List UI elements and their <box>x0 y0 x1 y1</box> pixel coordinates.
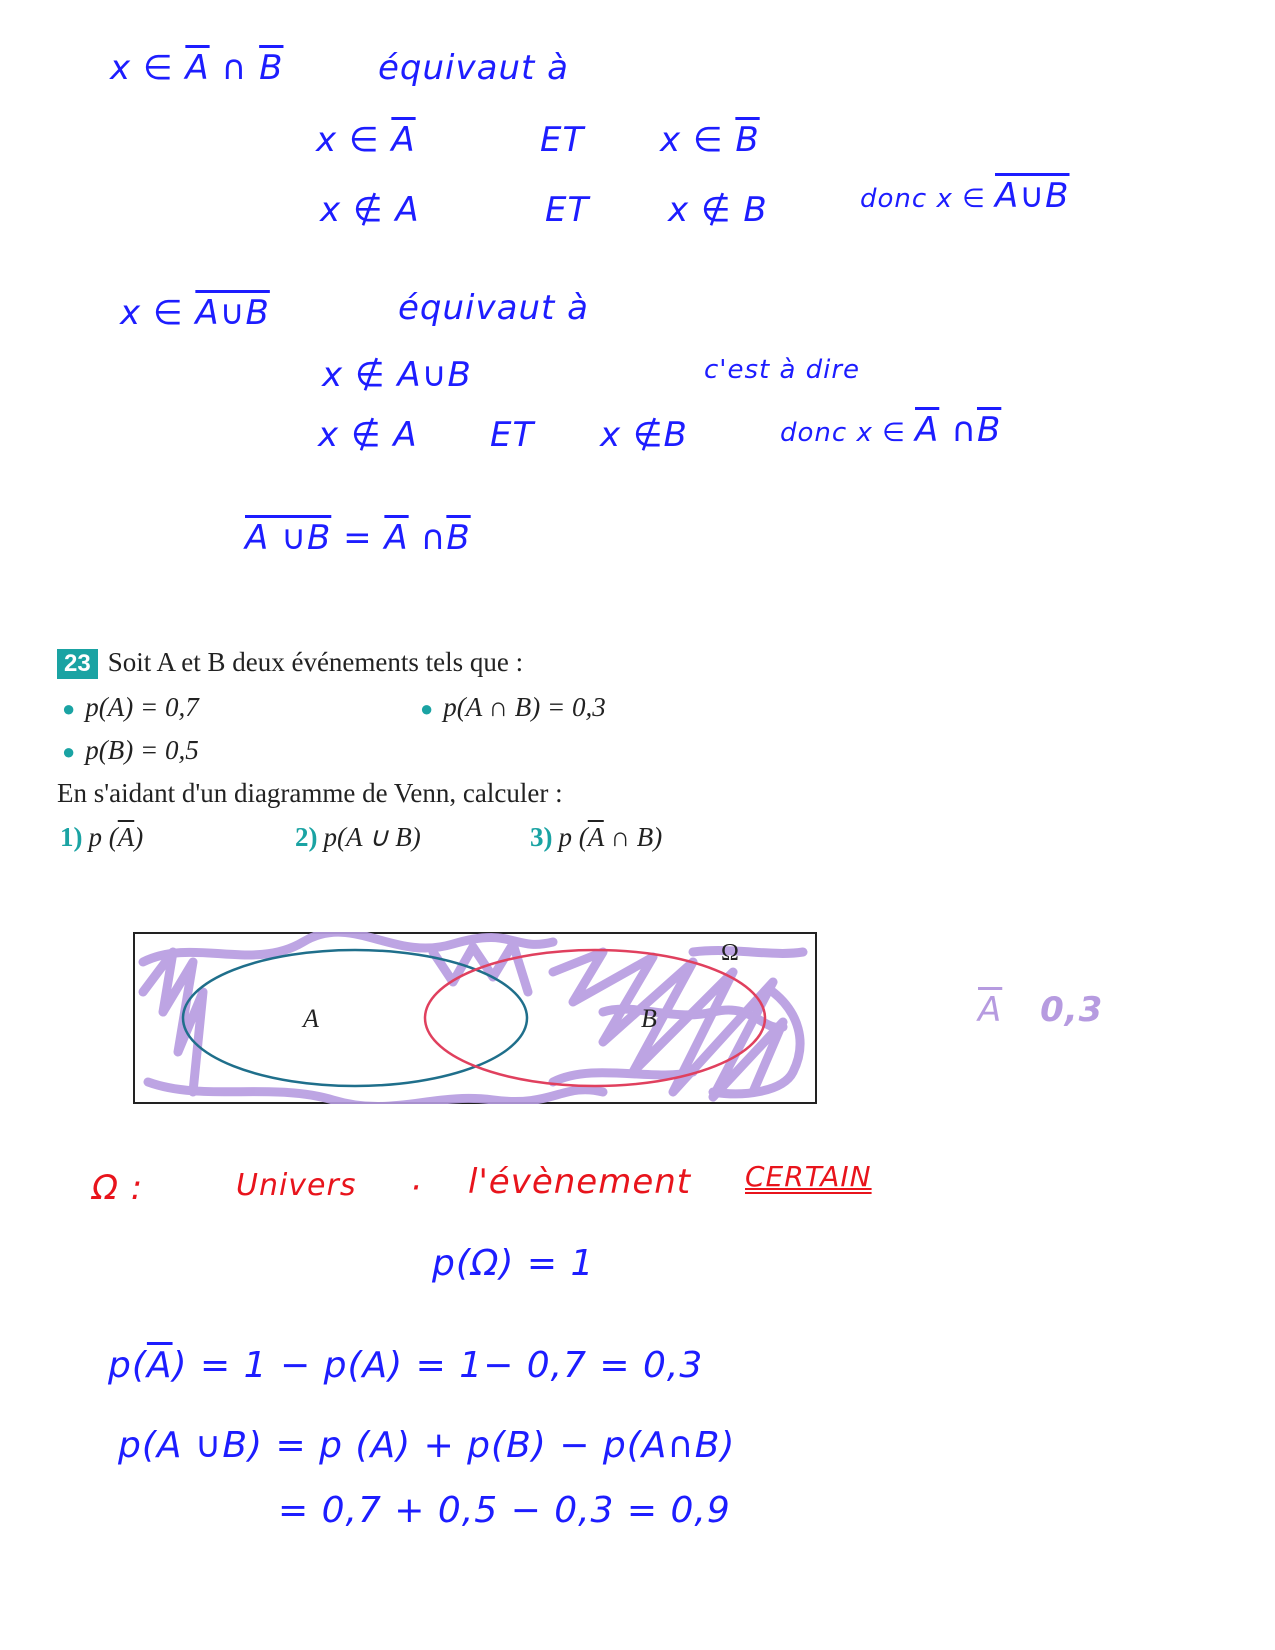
hw-block2-line3a: x ∉ A <box>318 415 418 455</box>
exercise-title <box>57 647 523 679</box>
hw-calc-line2: p(A ∪B) = p (A) + p(B) − p(A∩B) <box>118 1425 736 1466</box>
item-text: p(B) = 0,5 <box>85 735 199 765</box>
hw-text: donc x ∈ <box>780 418 916 448</box>
hw-complement-b: $\overline{B}$ <box>735 120 760 160</box>
question-text: ∩ B) <box>603 822 663 852</box>
hw-univers: Univers <box>236 1168 357 1203</box>
hw-complement-b: $\overline{B}$ <box>259 48 284 88</box>
hw-text: ∩ <box>939 410 977 450</box>
hw-complement-union: A∪B <box>195 293 270 333</box>
hw-complement-union: A ∪B <box>245 518 332 558</box>
hw-omega-sym: Ω : <box>92 1168 144 1208</box>
hw-text: p( <box>108 1345 147 1386</box>
exercise-instruction: En s'aidant d'un diagramme de Venn, calculer : <box>57 778 563 808</box>
hw-equivaut: équivaut à <box>378 48 569 88</box>
exercise-item-pa <box>62 692 199 723</box>
hw-block2-line3-donc <box>780 410 1001 450</box>
hw-complement-a: $\overline{A}$ <box>391 120 416 160</box>
hw-complement-a: $\overline{A}$ <box>915 410 940 450</box>
hw-block1-line2b <box>660 120 760 160</box>
question-number: 2) <box>295 822 318 852</box>
bullet-icon: ● <box>420 696 434 721</box>
abar-note <box>978 990 1103 1030</box>
hw-text: ) = 1 − p(A) = 1− 0,7 = 0,3 <box>172 1345 704 1386</box>
question-complement: $\overline{A}$ <box>587 822 604 852</box>
hw-text: donc x ∈ <box>860 184 996 214</box>
hw-dot: · <box>410 1168 422 1208</box>
bullet-icon: ● <box>62 739 76 764</box>
hw-complement-b: $\overline{B}$ <box>446 518 471 558</box>
hw-text: x ∈ <box>316 120 392 160</box>
hw-text: x ∈ <box>110 48 186 88</box>
hw-equivaut: équivaut à <box>398 288 589 328</box>
hw-complement-union: A∪B <box>995 176 1070 216</box>
abar-value: 0,3 <box>1040 990 1104 1030</box>
hw-complement-a: $\overline{A}$ <box>384 518 409 558</box>
hw-calc-line3: = 0,7 + 0,5 − 0,3 = 0,9 <box>278 1490 731 1531</box>
hw-block1-line3b: x ∉ B <box>668 190 768 230</box>
hw-complement-a: $\overline{A}$ <box>146 1345 173 1386</box>
hw-block2-line2a: x ∉ A∪B <box>322 355 472 395</box>
question-number: 3) <box>530 822 553 852</box>
venn-diagram <box>133 932 817 1104</box>
question-text: ) <box>134 822 144 852</box>
hw-block2-line3b: x ∉B <box>600 415 688 455</box>
question-2 <box>295 822 421 853</box>
hw-et: ET <box>545 190 590 230</box>
hw-p-omega: p(Ω) = 1 <box>432 1243 595 1284</box>
hw-text: ∩ <box>408 518 447 558</box>
hw-certain-word: CERTAIN <box>745 1160 872 1193</box>
exercise-item-pb <box>62 735 199 766</box>
hw-calc-line1 <box>108 1345 703 1386</box>
question-text: p(A ∪ B) <box>323 822 421 852</box>
set-a-label: A <box>303 1004 319 1033</box>
item-text: p(A) = 0,7 <box>85 692 199 722</box>
hw-block1-line3-donc <box>860 176 1070 216</box>
question-1 <box>60 822 143 853</box>
hw-block1-line2a <box>316 120 416 160</box>
hw-text: x ∈ <box>120 293 196 333</box>
hw-block1-line1 <box>110 48 283 88</box>
hw-block2-line1 <box>120 293 270 333</box>
exercise-number-badge: 23 <box>57 649 98 679</box>
bullet-icon: ● <box>62 696 76 721</box>
hw-et: ET <box>540 120 585 160</box>
hw-cest-a-dire: c'est à dire <box>704 355 861 385</box>
question-text: p ( <box>558 822 588 852</box>
hw-identity <box>245 518 471 558</box>
exercise-item-pab <box>420 692 606 723</box>
hw-complement-a: $\overline{A}$ <box>185 48 210 88</box>
hw-evenement: l'évènement <box>468 1162 692 1202</box>
hw-text: = <box>331 518 385 558</box>
hw-text: ∩ <box>209 48 260 88</box>
item-text: p(A ∩ B) = 0,3 <box>443 692 606 722</box>
question-number: 1) <box>60 822 83 852</box>
hw-certain <box>745 1160 872 1193</box>
question-text: p ( <box>88 822 118 852</box>
hw-complement-a: $\overline{A}$ <box>978 990 1003 1030</box>
hw-et: ET <box>490 415 535 455</box>
hw-text: x ∈ <box>660 120 736 160</box>
hw-complement-b: $\overline{B}$ <box>976 410 1002 450</box>
question-3 <box>530 822 662 853</box>
set-b-label: B <box>641 1004 657 1033</box>
hw-block1-line3a: x ∉ A <box>320 190 420 230</box>
exercise-intro: Soit A et B deux événements tels que : <box>107 647 524 677</box>
question-complement: $\overline{A}$ <box>117 822 135 852</box>
omega-label: Ω <box>721 940 739 966</box>
